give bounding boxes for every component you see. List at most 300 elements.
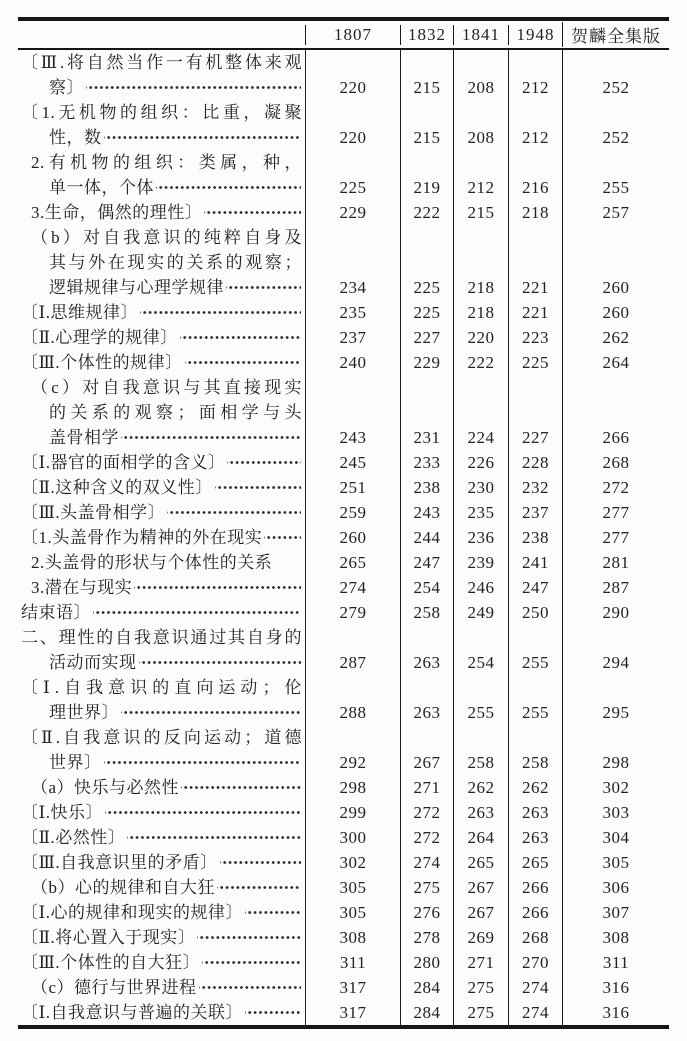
page-number-cell-1832: 284 — [400, 975, 453, 1000]
entry-line — [18, 875, 305, 900]
entry-line: 〔Ⅲ.将自然当作一有机整体来观 — [21, 53, 302, 72]
entry-title-cell — [18, 300, 305, 325]
page-number-cell-helin-edition: 272 — [562, 475, 669, 500]
page-number-cell-helin-edition: 252 — [562, 50, 669, 100]
entry-text: 结束语〕 — [21, 603, 91, 622]
entry-line — [18, 550, 305, 575]
dotted-leader — [104, 750, 302, 775]
entry-title-cell — [18, 725, 305, 775]
page-number-cell-1841: 258 — [453, 725, 508, 775]
dotted-leader — [93, 600, 301, 625]
entry-title-cell — [18, 825, 305, 850]
dotted-leader — [185, 350, 301, 375]
page-number-cell-1807: 311 — [305, 950, 400, 975]
column-header-1948: 1948 — [508, 25, 562, 45]
table-row — [18, 725, 669, 775]
page-number-cell-1948: 232 — [508, 475, 562, 500]
page-number-cell-1807: 299 — [305, 800, 400, 825]
table-row — [18, 150, 669, 200]
entry-line — [18, 175, 305, 200]
page-number-cell-1841: 215 — [453, 200, 508, 225]
page-number-cell-1948: 274 — [508, 1000, 562, 1025]
dotted-leader — [181, 775, 301, 800]
page-number-cell-1841: 262 — [453, 775, 508, 800]
dotted-leader — [199, 975, 301, 1000]
table-row — [18, 550, 669, 575]
page-number-cell-1807: 234 — [305, 225, 400, 300]
dotted-leader — [121, 425, 301, 450]
entry-text: 3.潜在与现实 — [31, 578, 133, 597]
entry-title-cell — [18, 925, 305, 950]
entry-line: 2.有机物的组织：类属，种， — [31, 153, 302, 172]
page-number-cell-1948: 221 — [508, 225, 562, 300]
page-number-cell-1948: 228 — [508, 450, 562, 475]
page-number-cell-helin-edition: 252 — [562, 100, 669, 150]
entry-title-cell — [18, 350, 305, 375]
page-number-cell-1807: 279 — [305, 600, 400, 625]
table-row — [18, 450, 669, 475]
page-number-cell-1841: 226 — [453, 450, 508, 475]
entry-title-cell — [18, 975, 305, 1000]
page-number-cell-1832: 284 — [400, 1000, 453, 1025]
page-number-cell-1841: 265 — [453, 850, 508, 875]
page-number-cell-1832: 227 — [400, 325, 453, 350]
page-number-cell-1841: 208 — [453, 50, 508, 100]
entry-line: （b）对自我意识的纯粹自身及 — [31, 228, 302, 247]
page-number-cell-helin-edition: 277 — [562, 525, 669, 550]
page-number-cell-helin-edition: 316 — [562, 975, 669, 1000]
page-number-cell-1948: 265 — [508, 850, 562, 875]
page-number-cell-1841: 208 — [453, 100, 508, 150]
page-number-cell-1948: 227 — [508, 375, 562, 450]
entry-text: 〔Ⅲ.个体性的规律〕 — [21, 353, 183, 372]
page-number-cell-1841: 222 — [453, 350, 508, 375]
table-row — [18, 875, 669, 900]
table-row — [18, 225, 669, 300]
table-row — [18, 775, 669, 800]
page-number-cell-1948: 274 — [508, 975, 562, 1000]
page-number-cell-1948: 241 — [508, 550, 562, 575]
page-number-cell-1807: 260 — [305, 525, 400, 550]
page-number-cell-1948: 212 — [508, 100, 562, 150]
page-number-cell-1841: 275 — [453, 975, 508, 1000]
entry-text: 单一体，个体 — [49, 178, 154, 197]
page-number-cell-1807: 317 — [305, 975, 400, 1000]
page-number-cell-1948: 238 — [508, 525, 562, 550]
page-number-cell-1807: 302 — [305, 850, 400, 875]
page-number-cell-1841: 263 — [453, 800, 508, 825]
page-number-cell-1807: 292 — [305, 725, 400, 775]
page-number-cell-1832: 258 — [400, 600, 453, 625]
table-row — [18, 475, 669, 500]
page-number-cell-1841: 271 — [453, 950, 508, 975]
entry-title-cell — [18, 325, 305, 350]
page-number-cell-1841: 224 — [453, 375, 508, 450]
page-number-cell-1841: 235 — [453, 500, 508, 525]
entry-title-cell — [18, 600, 305, 625]
page-number-cell-1948: 258 — [508, 725, 562, 775]
page-number-cell-1807: 305 — [305, 875, 400, 900]
page-number-cell-helin-edition: 311 — [562, 950, 669, 975]
entry-title-cell — [18, 500, 305, 525]
page-number-cell-1841: 212 — [453, 150, 508, 200]
entry-title-cell — [18, 200, 305, 225]
page-number-cell-1832: 263 — [400, 675, 453, 725]
column-header-1832: 1832 — [400, 25, 453, 45]
page-number-cell-helin-edition: 298 — [562, 725, 669, 775]
page-number-cell-1807: 229 — [305, 200, 400, 225]
page-number-cell-1948: 268 — [508, 925, 562, 950]
dotted-leader — [227, 450, 301, 475]
page-number-cell-1832: 215 — [400, 50, 453, 100]
page-number-cell-1807: 274 — [305, 575, 400, 600]
page-number-cell-1807: 300 — [305, 825, 400, 850]
entry-title-cell — [18, 575, 305, 600]
entry-text: 〔Ⅰ.快乐〕 — [21, 803, 103, 822]
table-row — [18, 1000, 669, 1025]
entry-line — [18, 900, 305, 925]
page-number-cell-1841: 275 — [453, 1000, 508, 1025]
page-number-cell-helin-edition: 307 — [562, 900, 669, 925]
page-number-cell-1948: 266 — [508, 875, 562, 900]
page-number-cell-helin-edition: 305 — [562, 850, 669, 875]
page-number-cell-1832: 272 — [400, 800, 453, 825]
page-number-cell-1807: 245 — [305, 450, 400, 475]
page-number-cell-1832: 274 — [400, 850, 453, 875]
dotted-leader — [245, 1000, 301, 1025]
dotted-leader — [264, 525, 301, 550]
page-number-cell-1832: 233 — [400, 450, 453, 475]
page-number-cell-1807: 220 — [305, 50, 400, 100]
dotted-leader — [140, 300, 301, 325]
page-number-cell-helin-edition: 277 — [562, 500, 669, 525]
page-number-cell-1832: 244 — [400, 525, 453, 550]
entry-title-cell — [18, 550, 305, 575]
page-number-cell-helin-edition: 266 — [562, 375, 669, 450]
page-number-cell-1948: 255 — [508, 625, 562, 675]
entry-line: 二、理性的自我意识通过其自身的 — [21, 628, 302, 647]
entry-line — [18, 525, 305, 550]
entry-line — [18, 475, 305, 500]
table-row — [18, 200, 669, 225]
column-header-1807: 1807 — [305, 25, 400, 45]
dotted-leader — [215, 475, 301, 500]
concordance-table — [18, 17, 669, 1029]
entry-line: 〔Ⅱ.自我意识的反向运动；道德 — [21, 728, 302, 747]
page-number-cell-1832: 275 — [400, 875, 453, 900]
entry-line — [18, 75, 305, 100]
page-number-cell-1948: 212 — [508, 50, 562, 100]
page-number-cell-1807: 317 — [305, 1000, 400, 1025]
page-number-cell-1807: 308 — [305, 925, 400, 950]
entry-title-cell — [18, 225, 305, 300]
page-number-cell-1948: 263 — [508, 800, 562, 825]
entry-text: 〔Ⅰ.心的规律和现实的规律〕 — [21, 903, 243, 922]
page-number-cell-1948: 221 — [508, 300, 562, 325]
entry-text: 〔Ⅰ.自我意识与普遍的关联〕 — [21, 1003, 243, 1022]
page-number-cell-1832: 254 — [400, 575, 453, 600]
entry-line — [18, 500, 305, 525]
entry-line — [18, 575, 305, 600]
dotted-leader — [156, 175, 301, 200]
entry-text: 〔Ⅱ.心理学的规律〕 — [21, 328, 178, 347]
page-number-cell-1841: 236 — [453, 525, 508, 550]
page-number-cell-1841: 239 — [453, 550, 508, 575]
page-number-cell-1948: 270 — [508, 950, 562, 975]
table-row — [18, 900, 669, 925]
page-number-cell-helin-edition: 290 — [562, 600, 669, 625]
page-number-cell-1841: 230 — [453, 475, 508, 500]
entry-title-cell — [18, 875, 305, 900]
page-number-cell-helin-edition: 302 — [562, 775, 669, 800]
entry-line — [18, 600, 305, 625]
entry-line — [18, 700, 305, 725]
table-body — [18, 50, 669, 1025]
entry-text: 2.头盖骨的形状与个体性的关系 — [31, 553, 273, 572]
entry-text: 世界〕 — [49, 753, 102, 772]
entry-line — [18, 925, 305, 950]
entry-line — [18, 200, 305, 225]
entry-title-cell — [18, 625, 305, 675]
table-row — [18, 325, 669, 350]
table-row — [18, 500, 669, 525]
page-number-cell-1832: 225 — [400, 225, 453, 300]
page-number-cell-1832: 263 — [400, 625, 453, 675]
page-number-cell-helin-edition: 316 — [562, 1000, 669, 1025]
entry-line: 的关系的观察；面相学与头 — [49, 403, 302, 422]
page-number-cell-helin-edition: 260 — [562, 225, 669, 300]
page-number-cell-1832: 219 — [400, 150, 453, 200]
dotted-leader — [139, 650, 302, 675]
entry-line — [18, 950, 305, 975]
table-row — [18, 575, 669, 600]
table-row — [18, 800, 669, 825]
table-header-row — [18, 21, 669, 50]
page-number-cell-helin-edition: 308 — [562, 925, 669, 950]
dotted-leader — [104, 125, 302, 150]
entry-line: （c）对自我意识与其直接现实 — [31, 378, 302, 397]
dotted-leader — [121, 700, 301, 725]
entry-title-cell — [18, 1000, 305, 1025]
entry-line — [18, 650, 305, 675]
page-number-cell-1832: 271 — [400, 775, 453, 800]
page-number-cell-1832: 280 — [400, 950, 453, 975]
table-row — [18, 350, 669, 375]
page-number-cell-1832: 222 — [400, 200, 453, 225]
page-number-cell-1948: 216 — [508, 150, 562, 200]
entry-title-cell — [18, 800, 305, 825]
dotted-leader — [167, 500, 301, 525]
page-number-cell-1948: 262 — [508, 775, 562, 800]
page-number-cell-1948: 225 — [508, 350, 562, 375]
dotted-leader — [197, 925, 301, 950]
entry-text: （c）德行与世界进程 — [31, 978, 197, 997]
entry-title-cell — [18, 850, 305, 875]
page-number-cell-1948: 237 — [508, 500, 562, 525]
page-number-cell-1948: 218 — [508, 200, 562, 225]
entry-line — [18, 750, 305, 775]
entry-text: 盖骨相学 — [49, 428, 119, 447]
entry-title-cell — [18, 150, 305, 200]
page-number-cell-helin-edition: 303 — [562, 800, 669, 825]
dotted-leader — [105, 800, 301, 825]
page-number-cell-1807: 251 — [305, 475, 400, 500]
page-number-cell-helin-edition: 306 — [562, 875, 669, 900]
table-row — [18, 50, 669, 100]
page-number-cell-1807: 240 — [305, 350, 400, 375]
dotted-leader — [204, 200, 301, 225]
page-number-cell-1841: 218 — [453, 300, 508, 325]
table-row — [18, 825, 669, 850]
entry-line: 〔Ⅰ.自我意识的直向运动；伦 — [21, 678, 302, 697]
table-row — [18, 950, 669, 975]
entry-text: 〔Ⅲ.头盖骨相学〕 — [21, 503, 166, 522]
page-number-cell-1841: 246 — [453, 575, 508, 600]
table-row — [18, 850, 669, 875]
page-number-cell-helin-edition: 281 — [562, 550, 669, 575]
page-number-cell-1841: 254 — [453, 625, 508, 675]
entry-text: 〔1.头盖骨作为精神的外在现实 — [21, 528, 263, 547]
table-row — [18, 525, 669, 550]
entry-text: 3.生命，偶然的理性〕 — [31, 203, 203, 222]
entry-line — [18, 325, 305, 350]
table-row — [18, 100, 669, 150]
entry-line — [18, 300, 305, 325]
entry-title-cell — [18, 450, 305, 475]
page-number-cell-1841: 267 — [453, 900, 508, 925]
page-number-cell-helin-edition: 304 — [562, 825, 669, 850]
entry-line — [18, 450, 305, 475]
page-number-cell-1832: 215 — [400, 100, 453, 150]
entry-line: 〔1.无机物的组织：比重，凝聚 — [21, 103, 302, 122]
page-number-cell-1807: 305 — [305, 900, 400, 925]
table-row — [18, 675, 669, 725]
entry-line — [18, 975, 305, 1000]
page-number-cell-1832: 276 — [400, 900, 453, 925]
page-number-cell-helin-edition: 255 — [562, 150, 669, 200]
dotted-leader — [180, 325, 301, 350]
entry-title-cell — [18, 525, 305, 550]
page-number-cell-helin-edition: 264 — [562, 350, 669, 375]
page-number-cell-1841: 218 — [453, 225, 508, 300]
entry-text: 〔Ⅱ.这种含义的双义性〕 — [21, 478, 213, 497]
page-number-cell-1807: 265 — [305, 550, 400, 575]
entry-title-cell — [18, 900, 305, 925]
entry-title-cell — [18, 475, 305, 500]
page-number-cell-1948: 223 — [508, 325, 562, 350]
page-number-cell-1841: 264 — [453, 825, 508, 850]
page-number-cell-1948: 255 — [508, 675, 562, 725]
page-number-cell-helin-edition: 262 — [562, 325, 669, 350]
table-row — [18, 600, 669, 625]
page-number-cell-helin-edition: 260 — [562, 300, 669, 325]
page-number-cell-1948: 266 — [508, 900, 562, 925]
table-row — [18, 625, 669, 675]
page-number-cell-1807: 259 — [305, 500, 400, 525]
entry-text: 〔Ⅲ.个体性的自大狂〕 — [21, 953, 201, 972]
dotted-leader — [226, 275, 301, 300]
page-number-cell-1948: 247 — [508, 575, 562, 600]
page-number-cell-1841: 249 — [453, 600, 508, 625]
page-number-cell-1832: 229 — [400, 350, 453, 375]
page-number-cell-helin-edition: 287 — [562, 575, 669, 600]
page-number-cell-1807: 298 — [305, 775, 400, 800]
dotted-leader — [134, 575, 301, 600]
page-number-cell-1841: 269 — [453, 925, 508, 950]
dotted-leader — [217, 875, 301, 900]
page-number-cell-1807: 220 — [305, 100, 400, 150]
page-number-cell-1832: 243 — [400, 500, 453, 525]
page-number-cell-1832: 272 — [400, 825, 453, 850]
entry-title-cell — [18, 100, 305, 150]
page-number-cell-helin-edition: 294 — [562, 625, 669, 675]
entry-title-cell — [18, 950, 305, 975]
page-number-cell-1832: 267 — [400, 725, 453, 775]
page-number-cell-1841: 267 — [453, 875, 508, 900]
entry-text: 性，数 — [49, 128, 102, 147]
page-number-cell-1832: 238 — [400, 475, 453, 500]
entry-text: 〔Ⅰ.器官的面相学的含义〕 — [21, 453, 226, 472]
page-number-cell-1948: 263 — [508, 825, 562, 850]
entry-line — [18, 800, 305, 825]
entry-line — [18, 425, 305, 450]
entry-title-cell — [18, 375, 305, 450]
page-number-cell-1807: 235 — [305, 300, 400, 325]
page-number-cell-1832: 231 — [400, 375, 453, 450]
page-number-cell-1807: 287 — [305, 625, 400, 675]
entry-line — [18, 850, 305, 875]
entry-line — [18, 775, 305, 800]
page-number-cell-1832: 247 — [400, 550, 453, 575]
page-number-cell-1832: 278 — [400, 925, 453, 950]
entry-line — [18, 125, 305, 150]
page-number-cell-helin-edition: 268 — [562, 450, 669, 475]
page-number-cell-1948: 250 — [508, 600, 562, 625]
entry-line — [18, 275, 305, 300]
dotted-leader — [202, 950, 301, 975]
page-number-cell-helin-edition: 295 — [562, 675, 669, 725]
entry-text: 〔Ⅱ.必然性〕 — [21, 828, 126, 847]
table-row — [18, 975, 669, 1000]
entry-text: 察〕 — [49, 78, 84, 97]
page-number-cell-helin-edition: 257 — [562, 200, 669, 225]
page-number-cell-1807: 243 — [305, 375, 400, 450]
table-row — [18, 375, 669, 450]
entry-text: 逻辑规律与心理学规律 — [49, 278, 224, 297]
table-row — [18, 300, 669, 325]
page-number-cell-1841: 255 — [453, 675, 508, 725]
entry-text: 〔Ⅰ.思维规律〕 — [21, 303, 138, 322]
entry-line — [18, 825, 305, 850]
entry-text: 理世界〕 — [49, 703, 119, 722]
entry-text: 活动而实现 — [49, 653, 137, 672]
entry-text: 〔Ⅲ.自我意识里的矛盾〕 — [21, 853, 218, 872]
entry-title-cell — [18, 50, 305, 100]
page-number-cell-1807: 288 — [305, 675, 400, 725]
table-row — [18, 925, 669, 950]
dotted-leader — [220, 850, 301, 875]
page-number-cell-1832: 225 — [400, 300, 453, 325]
column-header-helin-edition: 贺麟全集版 — [562, 22, 669, 47]
dotted-leader — [127, 825, 301, 850]
column-header-1841: 1841 — [453, 25, 508, 45]
page-number-cell-1807: 225 — [305, 150, 400, 200]
dotted-leader — [86, 75, 301, 100]
entry-text: 〔Ⅱ.将心置入于现实〕 — [21, 928, 196, 947]
page-number-cell-1807: 237 — [305, 325, 400, 350]
page-number-cell-1841: 220 — [453, 325, 508, 350]
entry-title-cell — [18, 775, 305, 800]
